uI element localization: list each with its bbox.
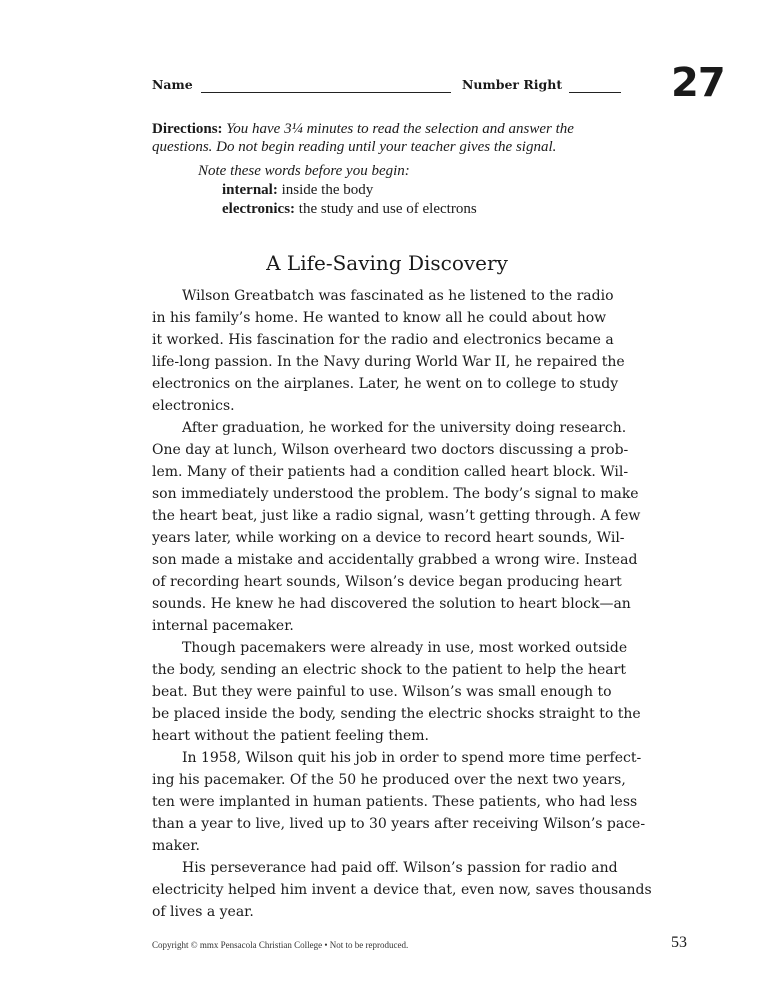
article-title: A Life-Saving Discovery <box>266 251 508 275</box>
vocabulary-term: internal: <box>222 182 278 198</box>
article-line: sounds. He knew he had discovered the solution to heart block—an <box>152 596 631 612</box>
article-line: it worked. His fascination for the radio and electronics became a <box>152 332 614 348</box>
article-line: life-long passion. In the Navy during World War II, he repaired the <box>152 354 625 370</box>
vocabulary-note: Note these words before you begin: <box>198 163 410 179</box>
directions-text-1: You have 3¼ minutes to read the selection and answer the <box>226 121 574 137</box>
article-line: ing his pacemaker. Of the 50 he produced over the next two years, <box>152 772 626 788</box>
article-line: heart without the patient feeling them. <box>152 728 429 744</box>
vocabulary-item <box>198 200 598 219</box>
article-line: son made a mistake and accidentally grabbed a wrong wire. Instead <box>152 552 638 568</box>
directions-line-1 <box>152 120 622 138</box>
article-line: the body, sending an electric shock to the patient to help the heart <box>152 662 626 678</box>
article-line: maker. <box>152 838 200 854</box>
directions-label: Directions: <box>152 121 223 137</box>
vocabulary-term: electronics: <box>222 201 296 217</box>
name-field-line[interactable] <box>201 92 451 93</box>
article-line: electricity helped him invent a device that, even now, saves thousands <box>152 882 652 898</box>
article-line: After graduation, he worked for the university doing research. <box>182 420 627 436</box>
article-line: ten were implanted in human patients. These patients, who had less <box>152 794 638 810</box>
vocabulary-definition: inside the body <box>277 182 374 198</box>
article-line: years later, while working on a device to record heart sounds, Wil- <box>152 530 625 546</box>
copyright-notice: Copyright © mmx Pensacola Christian College • Not to be reproduced. <box>152 940 409 950</box>
article-line: than a year to live, lived up to 30 years after receiving Wilson’s pace- <box>152 816 646 832</box>
article-line: of lives a year. <box>152 904 254 920</box>
article-line: In 1958, Wilson quit his job in order to spend more time perfect- <box>182 750 642 766</box>
article-body <box>152 285 652 923</box>
article-line: son immediately understood the problem. The body’s signal to make <box>152 486 639 502</box>
directions <box>152 120 622 156</box>
article-line: electronics. <box>152 398 235 414</box>
lesson-number: 27 <box>671 60 725 106</box>
article-line: electronics on the airplanes. Later, he went on to college to study <box>152 376 619 392</box>
directions-text-2: questions. Do not begin reading until your teacher gives the signal. <box>152 139 557 155</box>
article-line: internal pacemaker. <box>152 618 294 634</box>
page-number: 53 <box>671 934 687 951</box>
article-line: Though pacemakers were already in use, most worked outside <box>182 640 628 656</box>
article-line: in his family’s home. He wanted to know all he could about how <box>152 310 607 326</box>
article-line: His perseverance had paid off. Wilson’s passion for radio and <box>182 860 618 876</box>
article-line: of recording heart sounds, Wilson’s device began producing heart <box>152 574 622 590</box>
name-label: Name <box>152 77 193 92</box>
header-row <box>152 77 622 97</box>
number-right-label: Number Right <box>462 77 563 92</box>
vocabulary-box <box>198 162 598 219</box>
article-line: One day at lunch, Wilson overheard two doctors discussing a prob- <box>152 442 629 458</box>
article-line: be placed inside the body, sending the electric shocks straight to the <box>152 706 641 722</box>
article-line: beat. But they were painful to use. Wilson’s was small enough to <box>152 684 612 700</box>
number-right-field-line[interactable] <box>569 92 621 93</box>
article-line: lem. Many of their patients had a condition called heart block. Wil- <box>152 464 629 480</box>
vocabulary-definition: the study and use of electrons <box>295 201 477 217</box>
vocabulary-item <box>198 181 598 200</box>
article-line: the heart beat, just like a radio signal, wasn’t getting through. A few <box>152 508 641 524</box>
article-line: Wilson Greatbatch was fascinated as he listened to the radio <box>182 288 614 304</box>
